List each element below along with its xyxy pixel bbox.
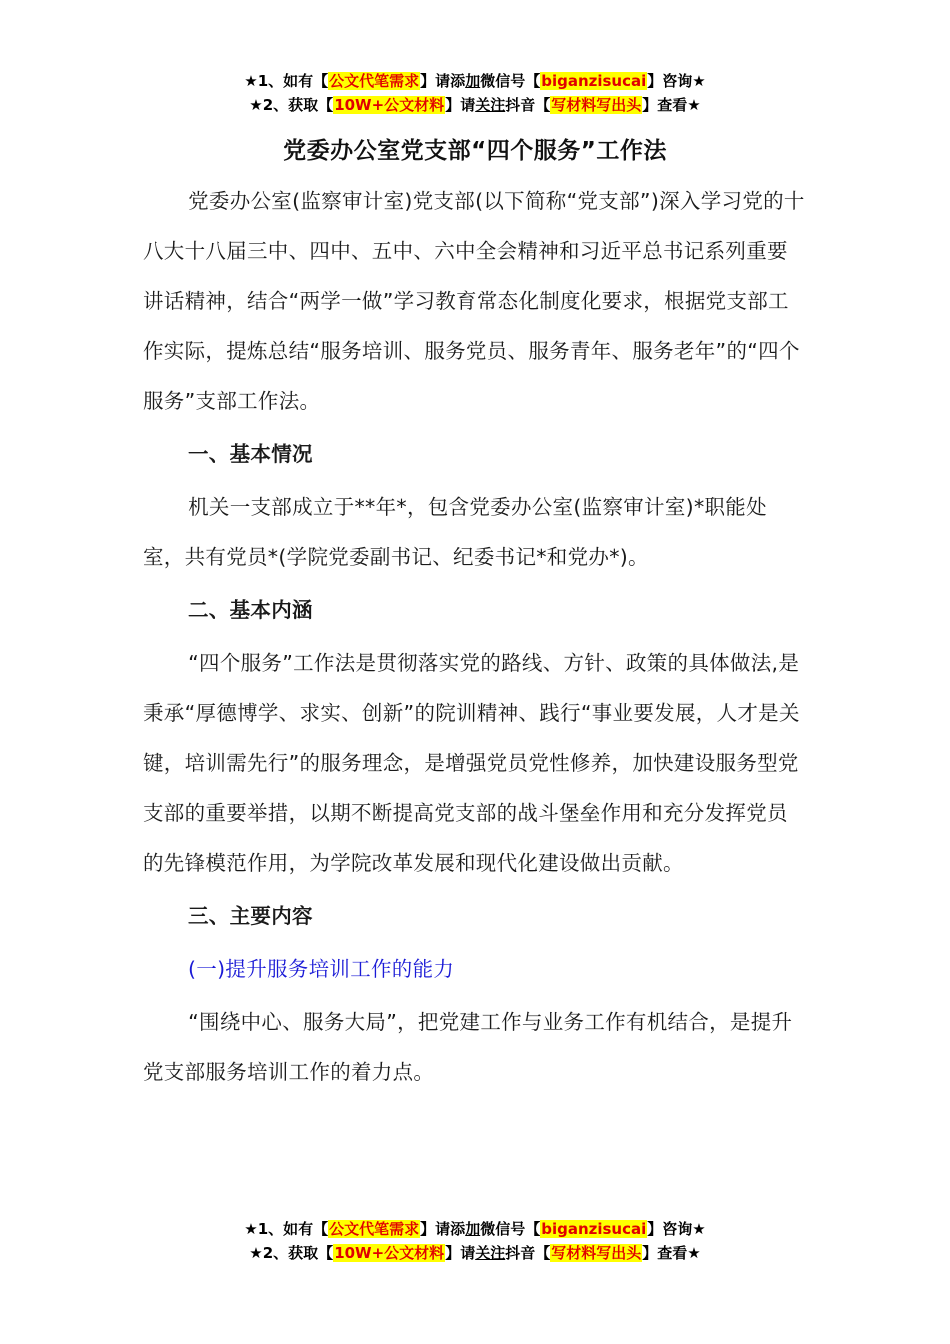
promo-line-2 — [0, 93, 950, 117]
promo-highlight: biganzisucai — [541, 72, 647, 90]
promo-text: 】请 — [445, 96, 476, 114]
section-paragraph: 机关一支部成立于**年*，包含党委办公室(监察审计室)*职能处室，共有党员*(学院党委副书记、纪委书记*和党办*)。 — [143, 495, 767, 569]
promo-text: 微信号【 — [480, 1220, 541, 1238]
promo-text: ★2、获取【 — [249, 1244, 334, 1262]
promo-text: ★1、如有【 — [244, 1220, 329, 1238]
promo-line-1 — [0, 1217, 950, 1241]
promo-text: 】查看★ — [642, 1244, 701, 1262]
section-paragraph: “四个服务”工作法是贯彻落实党的路线、方针、政策的具体做法,是秉承“厚德博学、求实、创新”的院训精神、践行“事业要发展，人才是关键，培训需先行”的服务理念，是增强党员党性修养，加快建设服务型党支部的重要举措，以期不断提高党支部的战斗堡垒作用和充分发挥党员的先锋模范作用，为学院改革发展和现代化建设做出贡献。 — [143, 651, 800, 875]
promo-highlight: 10W+公文材料 — [334, 1244, 445, 1262]
promo-text: 】咨询★ — [647, 1220, 706, 1238]
promo-text: 】查看★ — [642, 96, 701, 114]
promo-text: 微信号【 — [480, 72, 541, 90]
promo-highlight: 公文代笔需求 — [329, 72, 420, 90]
promo-text: ★1、如有【 — [244, 72, 329, 90]
promo-emphasis: 关注 — [475, 1244, 506, 1262]
promo-text: 抖音【 — [505, 96, 551, 114]
section-heading-main-content: 三、主要内容 — [188, 904, 313, 928]
promo-highlight: biganzisucai — [541, 1220, 647, 1238]
promo-text: 】请 — [445, 1244, 476, 1262]
promo-emphasis: 加 — [465, 1220, 481, 1238]
promo-text: 抖音【 — [505, 1244, 551, 1262]
promo-emphasis: 关注 — [475, 96, 506, 114]
bottom-promo-banner — [0, 1217, 950, 1265]
promo-highlight: 10W+公文材料 — [334, 96, 445, 114]
promo-highlight: 写材料写出头 — [551, 1244, 642, 1262]
intro-paragraph: 党委办公室(监察审计室)党支部(以下简称“党支部”)深入学习党的十八大十八届三中、四中、五中、六中全会精神和习近平总书记系列重要讲话精神，结合“两学一做”学习教育常态化制度化要求，根据党支部工作实际，提炼总结“服务培训、服务党员、服务青年、服务老年”的“四个服务”支部工作法。 — [143, 189, 805, 413]
promo-highlight: 写材料写出头 — [551, 96, 642, 114]
top-promo-banner — [0, 69, 950, 117]
section-heading-basic-connotation: 二、基本内涵 — [188, 598, 313, 622]
promo-text: 】咨询★ — [647, 72, 706, 90]
section-heading-basic-situation: 一、基本情况 — [188, 442, 313, 466]
promo-highlight: 公文代笔需求 — [329, 1220, 420, 1238]
promo-text: ★2、获取【 — [249, 96, 334, 114]
document-body — [143, 176, 808, 1097]
promo-line-2 — [0, 1241, 950, 1265]
promo-emphasis: 加 — [465, 72, 481, 90]
promo-line-1 — [0, 69, 950, 93]
subsection-heading: (一)提升服务培训工作的能力 — [188, 957, 455, 981]
promo-text: 】请添 — [420, 72, 466, 90]
promo-text: 】请添 — [420, 1220, 466, 1238]
document-title: 党委办公室党支部“四个服务”工作法 — [283, 138, 667, 164]
section-paragraph: “围绕中心、服务大局”，把党建工作与业务工作有机结合，是提升党支部服务培训工作的着力点。 — [143, 1010, 793, 1084]
